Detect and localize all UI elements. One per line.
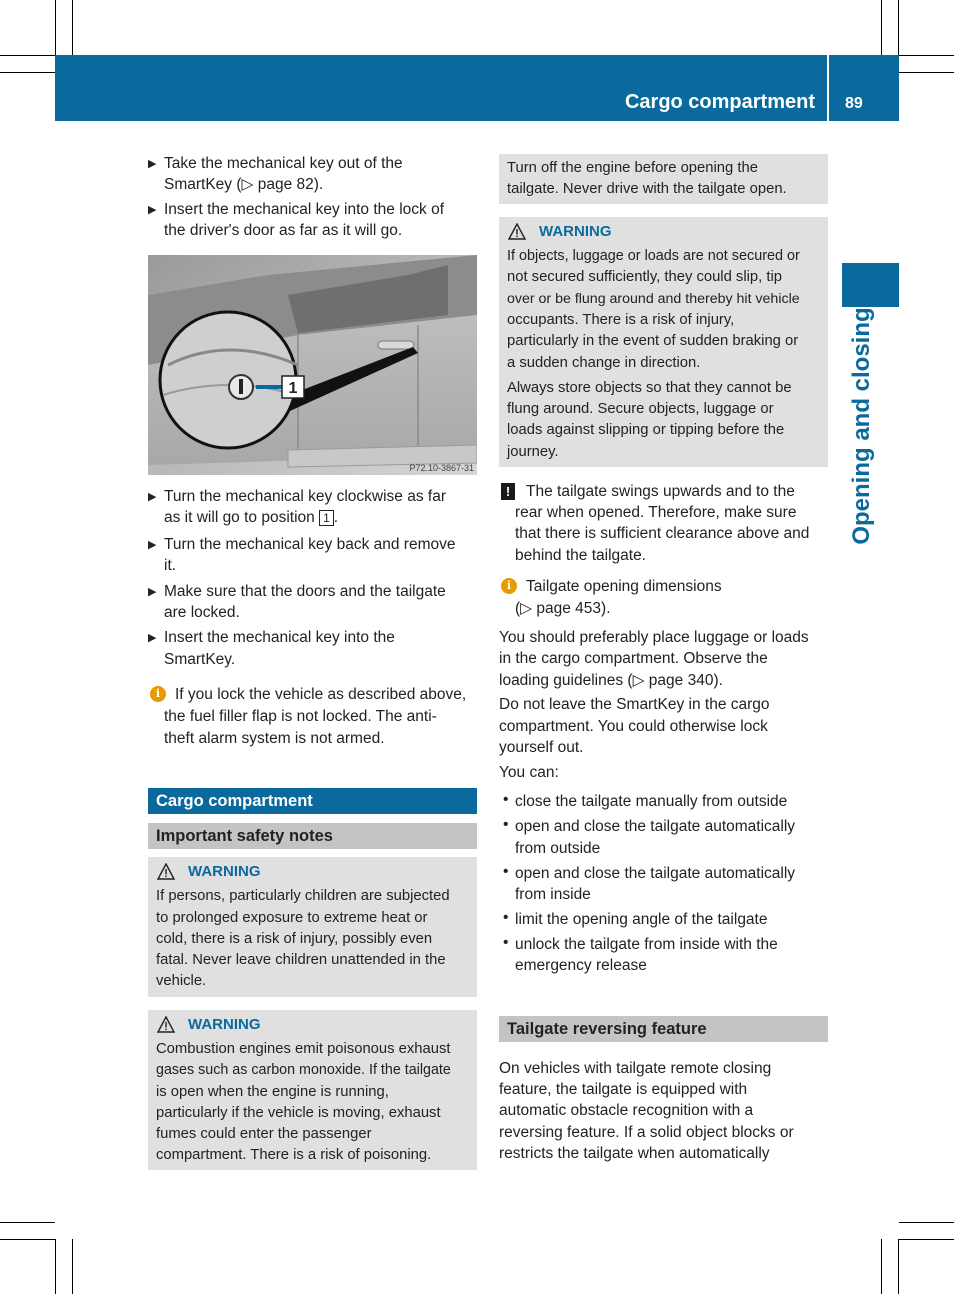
step-arrow-icon: ▶ [148,539,157,551]
list-bullet: • [503,934,509,951]
body-text: Do not leave the SmartKey in the cargo [499,696,770,713]
warning-triangle-icon [157,1016,175,1033]
chapter-label: Opening and closing [848,307,875,545]
warning-line: particularly in the event of sudden braking or [507,333,799,349]
step-text: are locked. [164,604,240,621]
caution-text: behind the tailgate. [515,547,646,564]
caution-icon: ! [501,483,515,500]
crop-mark [0,1239,55,1240]
section-heading: Tailgate reversing feature [499,1016,828,1042]
info-text: theft alarm system is not armed. [164,730,385,747]
note-line: tailgate. Never drive with the tailgate open. [507,181,787,197]
step-text: Turn the mechanical key clockwise as far [164,488,446,505]
crop-mark [881,1239,882,1294]
crop-mark [899,1239,954,1240]
warning-line: Always store objects so that they cannot be [507,380,792,396]
warning-box [148,857,477,997]
caution-text: that there is sufficient clearance above and [515,525,810,542]
body-text: reversing feature. If a solid object blocks or [499,1124,794,1141]
step-text-part: . [333,509,339,526]
chapter-tab [842,263,899,307]
body-text: in the cargo compartment. Observe the [499,650,768,667]
caution-text: rear when opened. Therefore, make sure [515,504,797,521]
step-text: Insert the mechanical key into the lock of [164,201,445,218]
step-text-part: as it will go to position [164,509,320,526]
step-arrow-icon: ▶ [148,632,157,644]
crop-mark [72,0,73,55]
list-item: close the tailgate manually from outside [515,793,788,810]
warning-line: gases such as carbon monoxide. If the tailgate [156,1062,451,1078]
list-item: unlock the tailgate from inside with the [515,936,778,953]
body-text: automatic obstacle recognition with a [499,1102,754,1119]
warning-line: fatal. Never leave children unattended in the [156,952,446,968]
chapter-label-wrap [842,307,882,545]
warning-line: vehicle. [156,973,207,989]
step-arrow-icon: ▶ [148,204,157,216]
list-item: limit the opening angle of the tailgate [515,911,768,928]
warning-line: flung around. Secure objects, luggage or [507,401,774,417]
header-divider [827,55,829,121]
header-title: Cargo compartment [624,91,815,113]
list-bullet: • [503,909,509,926]
body-text: loading guidelines (▷ page 340). [499,672,723,689]
warning-line: If persons, particularly children are subjected [156,888,450,904]
warning-box [148,1010,477,1170]
warning-line: If objects, luggage or loads are not secured or [507,248,800,264]
figure-code: P72.10-3867-31 [409,463,474,473]
caution-text: The tailgate swings upwards and to the [526,483,795,500]
crop-mark [898,0,899,55]
step-text: SmartKey. [164,651,236,668]
crop-mark [881,0,882,55]
list-bullet: • [503,863,509,880]
crop-mark [55,1239,56,1294]
warning-title: WARNING [188,863,261,880]
crop-mark [0,55,55,56]
crop-mark [898,1239,899,1294]
info-text: If you lock the vehicle as described above, [175,686,467,703]
step-text: SmartKey (▷ page 82). [164,176,324,193]
note-box [499,154,828,204]
page-header [55,55,899,121]
warning-line: Combustion engines emit poisonous exhaust [156,1041,451,1057]
step-arrow-icon: ▶ [148,491,157,503]
body-text: feature, the tailgate is equipped with [499,1081,748,1098]
step-text: Turn the mechanical key back and remove [164,536,456,553]
door-lock-figure [148,255,477,475]
info-icon: i [150,686,166,702]
warning-line: a sudden change in direction. [507,355,701,371]
warning-line: fumes could enter the passenger [156,1126,372,1142]
crop-mark [72,1239,73,1294]
crop-mark [899,1222,954,1223]
crop-mark [899,55,954,56]
crop-mark [55,0,56,55]
warning-title: WARNING [539,223,612,240]
crop-mark [0,72,55,73]
warning-line: journey. [507,444,559,460]
step-text: Make sure that the doors and the tailgate [164,583,446,600]
step-text [164,507,338,528]
warning-line: cold, there is a risk of injury, possibly even [156,931,433,947]
car-door-illustration [148,255,477,475]
position-key: 1 [319,510,334,526]
step-text: Insert the mechanical key into the [164,629,395,646]
step-text: the driver's door as far as it will go. [164,222,403,239]
warning-line: over or be flung around and thereby hit vehicle [507,291,800,307]
list-item: from inside [515,886,591,903]
body-text: yourself out. [499,739,584,756]
list-item: open and close the tailgate automatically [515,818,796,835]
page-number: 89 [845,95,863,112]
warning-line: is open when the engine is running, [156,1084,389,1100]
warning-line: to prolonged exposure to extreme heat or [156,910,428,926]
list-bullet: • [503,816,509,833]
warning-triangle-icon [508,223,526,240]
list-bullet: • [503,791,509,808]
body-text: You should preferably place luggage or loads [499,629,809,646]
step-text: it. [164,557,177,574]
warning-line: compartment. There is a risk of poisoning. [156,1147,432,1163]
step-text: Take the mechanical key out of the [164,155,403,172]
warning-box [499,217,828,467]
list-item: open and close the tailgate automatically [515,865,796,882]
info-text: Tailgate opening dimensions [526,578,722,595]
warning-title: WARNING [188,1016,261,1033]
subsection-heading: Important safety notes [148,823,477,849]
warning-line: occupants. There is a risk of injury, [507,312,735,328]
section-heading: Cargo compartment [148,788,477,814]
crop-mark [0,1222,55,1223]
body-text: On vehicles with tailgate remote closing [499,1060,772,1077]
info-text: (▷ page 453). [515,600,611,617]
list-item: from outside [515,840,601,857]
step-arrow-icon: ▶ [148,586,157,598]
warning-triangle-icon [157,863,175,880]
warning-line: loads against slipping or tipping before the [507,422,785,438]
info-icon: i [501,578,517,594]
list-item: emergency release [515,957,647,974]
body-text: You can: [499,764,559,781]
body-text: compartment. You could otherwise lock [499,718,768,735]
info-text: the fuel filler flap is not locked. The anti- [164,708,437,725]
warning-line: particularly if the vehicle is moving, exhaust [156,1105,441,1121]
warning-line: not secured sufficiently, they could slip, tip [507,269,782,285]
step-arrow-icon: ▶ [148,158,157,170]
body-text: restricts the tailgate when automatically [499,1145,770,1162]
figure-callout: 1 [288,380,298,397]
note-line: Turn off the engine before opening the [507,160,758,176]
crop-mark [899,72,954,73]
